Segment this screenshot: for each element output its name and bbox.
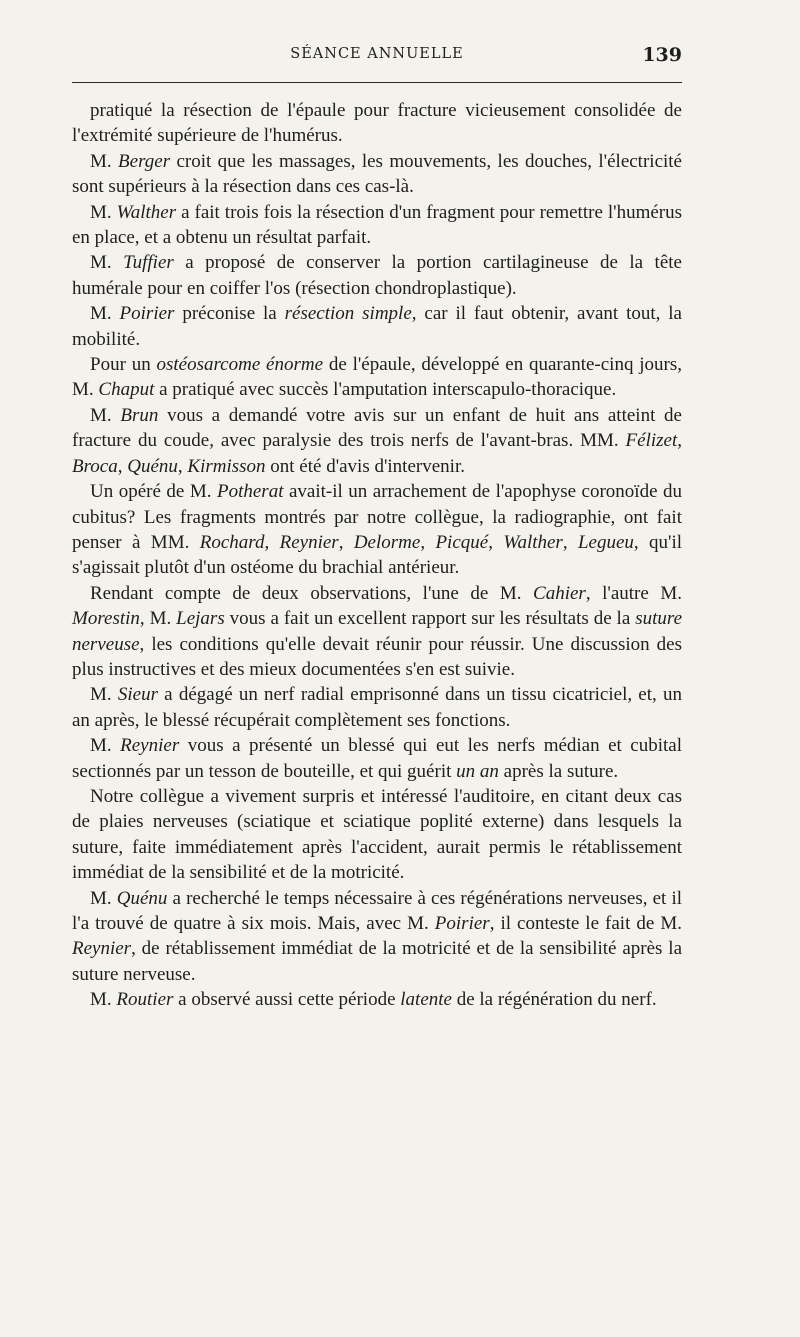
text-run: M.: [90, 201, 117, 223]
italic-text: Rochard: [199, 531, 265, 553]
text-run: , de rétablissement immédiat de la motricité et de la sensibilité après la suture nerveuse.: [72, 938, 682, 985]
text-run: ,: [420, 531, 436, 553]
page-number: 139: [642, 44, 682, 66]
paragraph: [72, 352, 682, 403]
paragraph: [72, 733, 682, 784]
italic-text: Poirier: [434, 913, 490, 934]
paragraph: [72, 149, 682, 200]
italic-text: Walther: [116, 201, 177, 223]
italic-text: Potherat: [216, 481, 284, 503]
text-run: ,: [488, 531, 504, 553]
italic-text: Picqué: [435, 531, 489, 553]
text-run: ,: [562, 531, 578, 553]
italic-text: Delorme: [353, 531, 421, 553]
text-run: Notre collègue a vivement surpris et intéressé l'auditoire, en citant deux cas de plaies nerveuses (sciatique et sciatique poplité externe) dans lesquels la suture, faite immédiatement après l'accident, aurait permis le rétablissement immédiat de la sensibilité et de la motricité.: [72, 785, 682, 884]
text-run: ,: [264, 531, 280, 553]
italic-text: résection simple: [284, 303, 412, 325]
italic-text: Lejars: [176, 608, 225, 630]
text-run: M.: [90, 252, 124, 274]
page-header: [72, 44, 682, 70]
text-run: a pratiqué avec succès l'amputation interscapulo-thoracique.: [154, 379, 617, 401]
running-title: SÉANCE ANNUELLE: [290, 46, 464, 62]
italic-text: Quénu: [127, 455, 178, 477]
text-run: M.: [90, 735, 121, 757]
text-run: M.: [90, 150, 119, 172]
italic-text: Legueu: [577, 531, 634, 553]
text-run: de la régénération du nerf.: [451, 989, 657, 1011]
text-run: , l'autre M.: [585, 582, 683, 604]
italic-text: Reynier: [279, 531, 339, 553]
italic-text: Reynier: [72, 938, 132, 960]
italic-text: Cahier: [533, 582, 586, 604]
text-run: , il conteste le fait de M.: [489, 913, 682, 934]
text-run: a fait trois fois la résection d'un fragment pour remettre l'humérus en place, et a obtenu un résultat parfait.: [72, 201, 682, 249]
text-run: ,: [677, 430, 682, 452]
italic-text: Quénu: [116, 887, 168, 909]
italic-text: ostéosarcome énorme: [156, 354, 324, 376]
italic-text: latente: [400, 989, 452, 1011]
text-run: , car il faut obtenir, avant tout, la mobilité.: [72, 303, 682, 350]
text-run: , M.: [139, 608, 177, 630]
text-run: croit que les massages, les mouvements, les douches, l'électricité sont supérieurs à la résection dans ces cas-là.: [72, 150, 682, 198]
text-run: avait-il un arrachement de l'apophyse coronoïde du cubitus? Les fragments montrés par notre collègue, la radiographie, ont fait penser à MM.: [72, 481, 682, 553]
text-run: M.: [90, 989, 117, 1011]
paragraph: [72, 784, 682, 886]
paragraph: [72, 403, 682, 479]
paragraph: [72, 250, 682, 301]
paragraph: [72, 200, 682, 251]
text-run: Un opéré de M.: [90, 481, 217, 503]
body-text: [72, 98, 682, 1013]
italic-text: Kirmisson: [187, 455, 266, 477]
text-run: de l'épaule, développé en quarante-cinq jours, M.: [72, 354, 682, 401]
text-run: vous a fait un excellent rapport sur les résultats de la: [224, 608, 636, 630]
text-run: a dégagé un nerf radial emprisonné dans un tissu cicatriciel, et, un an après, le blessé récupérait complètement ses fonctions.: [72, 684, 682, 731]
text-run: ,: [117, 455, 128, 477]
text-run: Rendant compte de deux observations, l'une de M.: [90, 582, 534, 604]
paragraph: [72, 987, 682, 1012]
paragraph: [72, 886, 682, 988]
italic-text: Reynier: [120, 735, 180, 757]
text-run: vous a présenté un blessé qui eut les nerfs médian et cubital sectionnés par un tesson de bouteille, et qui guérit: [72, 735, 682, 782]
italic-text: Sieur: [117, 684, 158, 706]
text-run: ,: [177, 455, 188, 477]
italic-text: Walther: [503, 531, 563, 553]
text-run: M.: [90, 887, 117, 909]
italic-text: Routier: [116, 989, 174, 1011]
italic-text: Poirier: [119, 303, 175, 325]
text-run: pratiqué la résection de l'épaule pour fracture vicieusement consolidée de l'extrémité supérieure de l'humérus.: [72, 100, 682, 147]
italic-text: Berger: [118, 150, 171, 172]
text-run: a recherché le temps nécessaire à ces régénérations nerveuses, et il l'a trouvé de quatre à six mois. Mais, avec M.: [72, 887, 682, 934]
italic-text: Félizet: [625, 430, 678, 452]
paragraph: [72, 479, 682, 581]
text-run: Pour un: [90, 354, 157, 376]
paragraph: [72, 301, 682, 352]
italic-text: un an: [456, 760, 499, 782]
text-run: ont été d'avis d'intervenir.: [265, 455, 465, 477]
text-run: après la suture.: [498, 760, 619, 782]
italic-text: Brun: [120, 404, 159, 426]
header-rule: [72, 82, 682, 83]
text-run: a proposé de conserver la portion cartilagineuse de la tête humérale pour en coiffer l'os (résection chondroplastique).: [72, 252, 682, 299]
text-run: vous a demandé votre avis sur un enfant de huit ans atteint de fracture du coude, avec paralysie des trois nerfs de l'avant-bras. MM.: [72, 404, 682, 452]
paragraph: [72, 98, 682, 149]
italic-text: Broca: [72, 455, 118, 477]
text-run: M.: [90, 684, 118, 706]
paragraph: [72, 581, 682, 683]
italic-text: Tuffier: [123, 252, 174, 274]
text-run: , les conditions qu'elle devait réunir pour réussir. Une discussion des plus instructives et des mieux documentées s'en est suivie.: [72, 633, 682, 680]
text-run: préconise la: [174, 303, 285, 325]
italic-text: suture nerveuse: [72, 608, 682, 655]
paragraph: [72, 682, 682, 733]
text-run: M.: [90, 303, 120, 325]
text-run: a observé aussi cette période: [173, 989, 401, 1011]
italic-text: Morestin: [72, 608, 140, 630]
text-run: ,: [338, 531, 354, 553]
text-run: , qu'il s'agissait plutôt d'un ostéome du brachial antérieur.: [72, 531, 683, 579]
text-run: M.: [90, 404, 121, 426]
italic-text: Chaput: [98, 379, 155, 401]
